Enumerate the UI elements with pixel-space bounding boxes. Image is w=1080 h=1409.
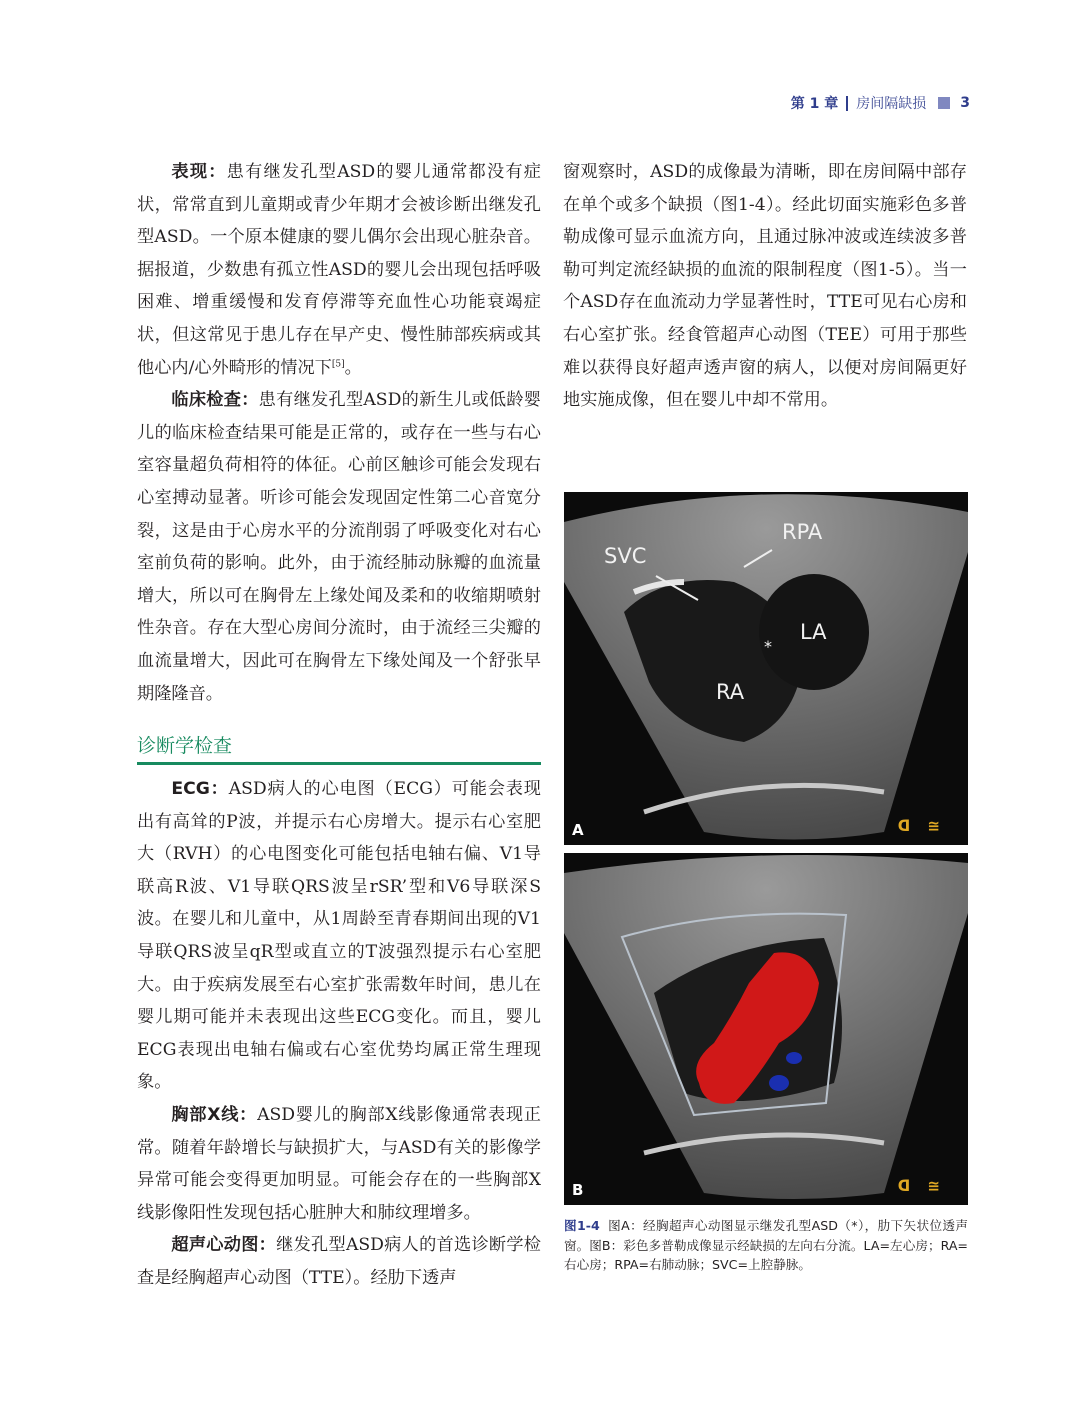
panel-label-b: B bbox=[572, 1181, 584, 1199]
paragraph-echocardiography bbox=[137, 1229, 541, 1294]
label-la: LA bbox=[800, 620, 827, 644]
reference-citation[interactable]: [5] bbox=[331, 358, 345, 369]
paragraph-lead: 表现： bbox=[171, 162, 227, 182]
echo-image-panel-a bbox=[564, 492, 968, 845]
running-header bbox=[791, 93, 970, 113]
paragraph-end: 。 bbox=[344, 357, 362, 378]
left-column bbox=[137, 156, 541, 1295]
chapter-title: 房间隔缺损 bbox=[856, 96, 927, 112]
paragraph-ecg bbox=[137, 773, 541, 1099]
paragraph-chest-xray bbox=[137, 1099, 541, 1229]
square-marker-icon bbox=[938, 97, 950, 109]
section-heading: 诊断学检查 bbox=[137, 732, 541, 765]
right-column bbox=[563, 156, 967, 417]
label-svc: SVC bbox=[604, 544, 647, 568]
figure-number: 图1-4 bbox=[564, 1218, 600, 1233]
paragraph-continued: 窗观察时，ASD的成像最为清晰，即在房间隔中部存在单个或多个缺损（图1-4）。经此切面实施彩色多普勒成像可显示血流方向，且通过脉冲波或连续波多普勒可判定流经缺损的血流的限制程度（图1-5）。当一个ASD存在血流动力学显著性时，TTE可见右心房和右心室扩张。经食管超声心动图（TEE）可用于那些难以获得良好超声透声窗的病人，以便对房间隔更好地实施成像，但在婴儿中却不常用。 bbox=[563, 162, 967, 411]
header-divider bbox=[846, 96, 848, 111]
paragraph-clinical-exam bbox=[137, 384, 541, 710]
ultrasound-logo-icon: ᗡ ≅ bbox=[897, 1177, 946, 1195]
paragraph-text: ASD病人的心电图（ECG）可能会表现出有高耸的P波，并提示右心房增大。提示右心室肥大（RVH）的心电图变化可能包括电轴右偏、V1导联高R波、V1导联QRS波呈rSR’型和V6导联深S波。在婴儿和儿童中，从1周龄至青春期间出现的V1导联QRS波呈qR型或直立的T波强烈提示右心室肥大。由于疾病发展至右心室扩张需数年时间，患儿在婴儿期可能并未表现出这些ECG变化。而且，婴儿ECG表现出电轴右偏或右心室优势均属正常生理现象。 bbox=[137, 779, 541, 1093]
page-number: 3 bbox=[960, 95, 970, 111]
echo-image-panel-b bbox=[564, 853, 968, 1205]
paragraph-text: 患有继发孔型ASD的新生儿或低龄婴儿的临床检查结果可能是正常的，或存在一些与右心室容量超负荷相符的体征。心前区触诊可能会发现右心室搏动显著。听诊可能会发现固定性第二心音宽分裂，这是由于心房水平的分流削弱了呼吸变化对右心室前负荷的影响。此外，由于流经肺动脉瓣的血流量增大，所以可在胸骨左上缘处闻及柔和的收缩期喷射性杂音。存在大型心房间分流时，由于流经三尖瓣的血流量增大，因此可在胸骨左下缘处闻及一个舒张早期隆隆音。 bbox=[137, 390, 541, 704]
paragraph-lead: 临床检查： bbox=[171, 390, 259, 411]
panel-label-a: A bbox=[572, 821, 584, 839]
label-ra: RA bbox=[716, 680, 745, 704]
paragraph-lead: 胸部X线： bbox=[171, 1105, 258, 1126]
figure-caption bbox=[564, 1216, 968, 1275]
paragraph-text: 患有继发孔型ASD的婴儿通常都没有症状，常常直到儿童期或青少年期才会被诊断出继发孔型ASD。一个原本健康的婴儿偶尔会出现心脏杂音。据报道，少数患有孤立性ASD的婴儿会出现包括呼吸困难、增重缓慢和发育停滞等充血性心功能衰竭症状，但这常见于患儿存在早产史、慢性肺部疾病或其他心内/心外畸形的情况下 bbox=[137, 162, 541, 378]
label-rpa: RPA bbox=[782, 520, 823, 544]
asterisk-marker: * bbox=[764, 637, 772, 656]
ultrasound-sector-b bbox=[564, 853, 968, 1205]
paragraph-text: 继发孔型ASD病人的首选诊断学检查是经胸超声心动图（TTE）。经肋下透声 bbox=[137, 1235, 541, 1288]
chapter-number: 第 1 章 bbox=[790, 96, 839, 112]
paragraph-presentation bbox=[137, 156, 541, 384]
paragraph-text: ASD婴儿的胸部X线影像通常表现正常。随着年龄增长与缺损扩大，与ASD有关的影像学异常可能会变得更加明显。可能会存在的一些胸部X线影像阳性发现包括心脏肿大和肺纹理增多。 bbox=[137, 1105, 541, 1223]
caption-text: 图A：经胸超声心动图显示继发孔型ASD（*），肋下矢状位透声窗。图B：彩色多普勒成像显示经缺损的左向右分流。LA=左心房；RA=右心房；RPA=右肺动脉；SVC=上腔静脉。 bbox=[564, 1218, 968, 1272]
paragraph-lead: ECG： bbox=[171, 779, 229, 800]
ultrasound-logo-icon: ᗡ ≅ bbox=[897, 817, 946, 835]
paragraph-lead: 超声心动图： bbox=[171, 1235, 277, 1256]
